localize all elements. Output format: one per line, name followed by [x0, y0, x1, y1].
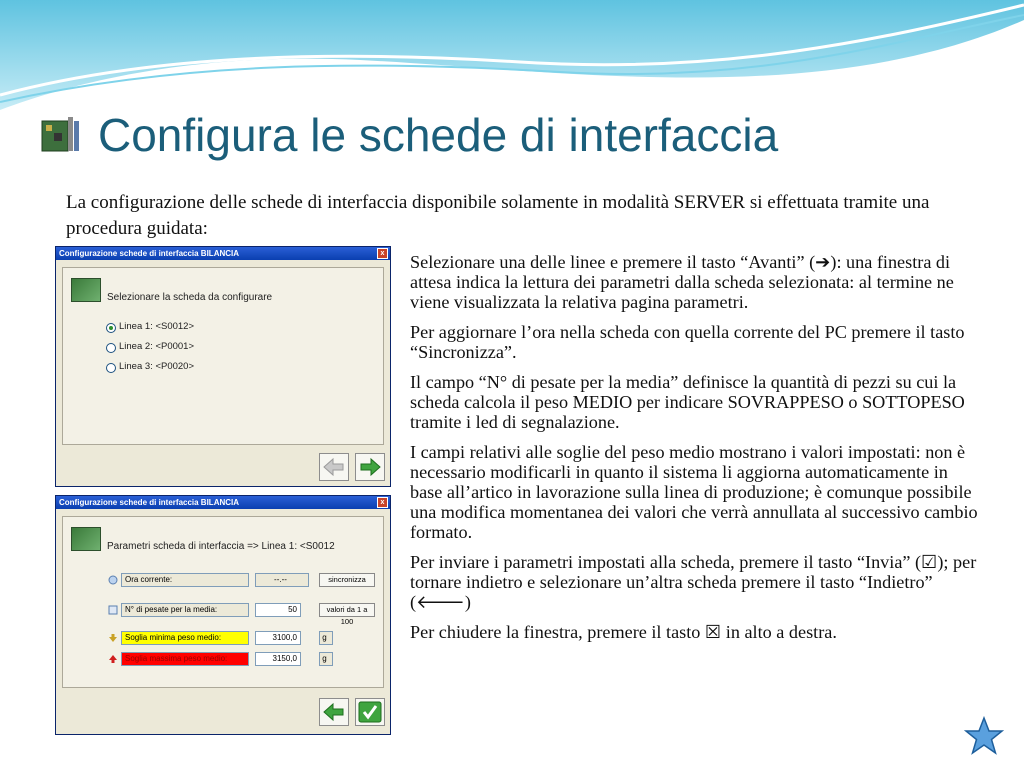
instruction-paragraph: Per chiudere la finestra, premere il tasto ☒ in alto a destra. — [410, 622, 837, 642]
close-button[interactable]: x — [377, 497, 388, 508]
card-parameters-dialog — [55, 495, 391, 735]
max-unit: g — [319, 652, 333, 666]
dialog-title: Configurazione schede di interfaccia BILANCIA — [59, 249, 240, 258]
dialog-heading: Parametri scheda di interfaccia => Linea 1: <S0012 — [107, 541, 335, 552]
min-unit: g — [319, 631, 333, 645]
min-threshold-input[interactable]: 3100,0 — [255, 631, 301, 645]
arrow-up-icon — [108, 654, 118, 664]
sync-button[interactable]: sincronizza — [319, 573, 375, 587]
radio-label: Linea 3: <P0020> — [119, 361, 195, 372]
back-button[interactable] — [319, 453, 349, 481]
hardware-tools-icon — [38, 111, 86, 159]
instruction-paragraph: Per inviare i parametri impostati alla scheda, premere il tasto “Invia” (☑); per tornare indietro e selezionare un’altra scheda premere il tasto “Indietro” (🡐) — [410, 552, 977, 612]
radio-label: Linea 2: <P0001> — [119, 341, 195, 352]
dialog-titlebar — [56, 247, 390, 260]
clock-icon — [108, 575, 118, 585]
instruction-paragraph: Per aggiornare l’ora nella scheda con quella corrente del PC premere il tasto “Sincronizza”. — [410, 322, 965, 362]
count-input[interactable]: 50 — [255, 603, 301, 617]
radio-linea-1[interactable] — [106, 323, 116, 333]
slide-header — [38, 100, 778, 170]
dialog-panel — [62, 267, 384, 445]
radio-linea-3[interactable] — [106, 363, 116, 373]
checkmark-icon — [356, 699, 384, 725]
time-value-field: --.-- — [255, 573, 309, 587]
max-threshold-label: Soglia massima peso medio: — [121, 652, 249, 666]
dialog-panel — [62, 516, 384, 688]
slide-title: Configura le schede di interfaccia — [98, 109, 779, 161]
count-range-label: valori da 1 a 100 — [319, 603, 375, 617]
dialog-title: Configurazione schede di interfaccia BILANCIA — [59, 498, 240, 507]
radio-label: Linea 1: <S0012> — [119, 321, 195, 332]
select-card-dialog — [55, 246, 391, 487]
close-button[interactable]: x — [377, 248, 388, 259]
arrow-down-icon — [108, 633, 118, 643]
intro-text: La configurazione delle schede di interfaccia disponibile solamente in modalità SERVER si effettuata tramite una procedura guidata: — [66, 192, 930, 239]
interface-card-icon — [71, 278, 101, 302]
back-button[interactable] — [319, 698, 349, 726]
list-icon — [108, 605, 118, 615]
arrow-left-icon — [320, 699, 348, 725]
min-threshold-label: Soglia minima peso medio: — [121, 631, 249, 645]
star-navigation-icon[interactable] — [964, 716, 1004, 756]
next-button[interactable] — [355, 453, 385, 481]
instructions-text — [410, 252, 980, 652]
max-threshold-input[interactable]: 3150,0 — [255, 652, 301, 666]
instruction-paragraph: Il campo “N° di pesate per la media” definisce la quantità di pezzi su cui la scheda calcola il peso MEDIO per indicare SOVRAPPESO o SOTTOPESO tramite i led di segnalazione. — [410, 372, 965, 432]
interface-card-icon — [71, 527, 101, 551]
dialog-heading: Selezionare la scheda da configurare — [107, 292, 273, 303]
instruction-paragraph: I campi relativi alle soglie del peso medio mostrano i valori impostati: non è necessario modificarli in quanto il sistema li aggiorna automaticamente in base all’artico in lavorazione sulla linea di produzione; è comunque possibile una modifica momentanea dei valori che verrà annullata al successivo cambio formato. — [410, 442, 978, 542]
dialog-titlebar — [56, 496, 390, 509]
arrow-left-icon — [320, 454, 348, 480]
arrow-right-icon — [356, 454, 384, 480]
time-label-field: Ora corrente: — [121, 573, 249, 587]
send-button[interactable] — [355, 698, 385, 726]
instruction-paragraph: Selezionare una delle linee e premere il tasto “Avanti” (➔): una finestra di attesa indica la lettura dei parametri dalla scheda selezionata: al termine ne viene visualizzata la relativa pagina parametri. — [410, 252, 954, 312]
radio-linea-2[interactable] — [106, 343, 116, 353]
count-label-field: N° di pesate per la media: — [121, 603, 249, 617]
